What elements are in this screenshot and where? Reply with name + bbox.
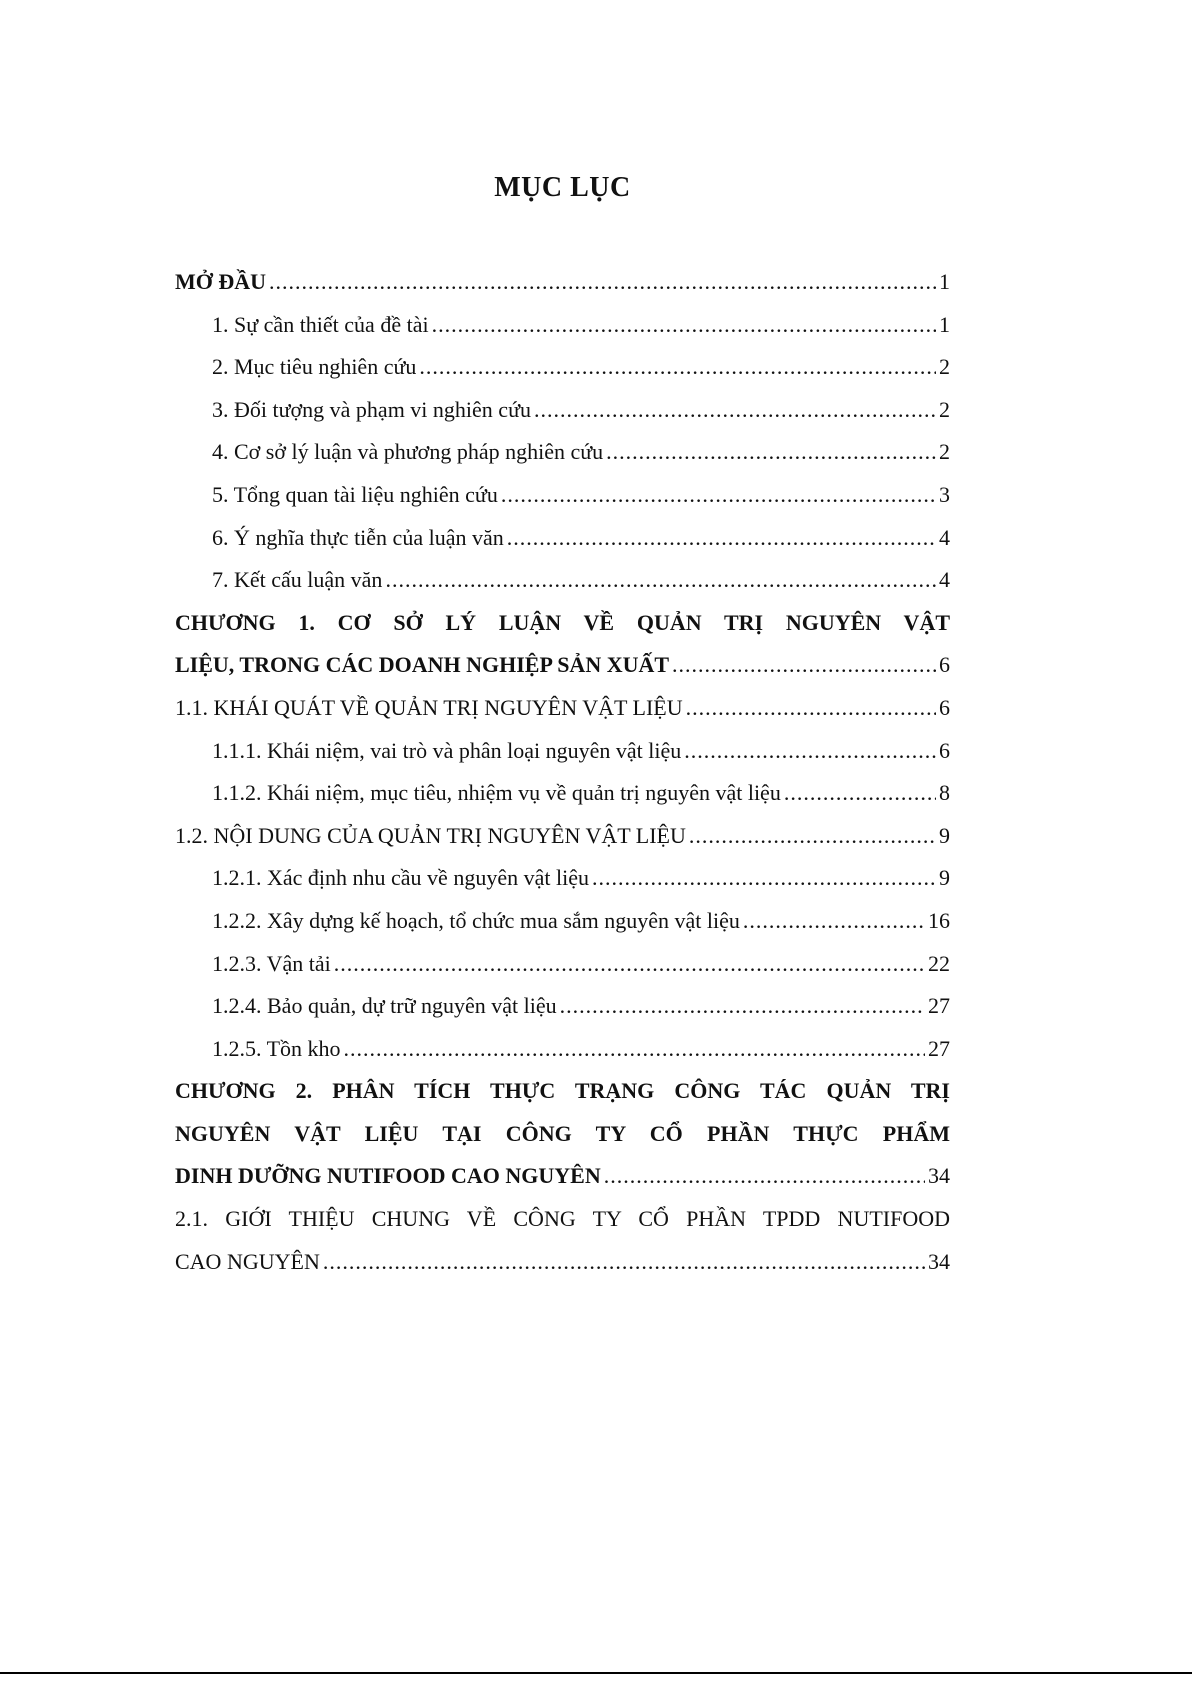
toc-entry-row <box>212 431 950 474</box>
toc-page-number: 27 <box>928 993 950 1019</box>
toc-page-number: 16 <box>928 907 950 933</box>
dot-leader <box>592 857 936 900</box>
dot-leader <box>432 304 936 347</box>
toc-entry[interactable] <box>175 772 950 815</box>
toc-page-number: 6 <box>939 652 950 678</box>
dot-leader <box>606 431 936 474</box>
toc-entry-text: 1.2.1. Xác định nhu cầu về nguyên vật liệu <box>212 865 589 891</box>
dot-leader <box>689 815 936 858</box>
toc-page-number: 3 <box>939 481 950 507</box>
table-of-contents <box>175 261 950 1283</box>
toc-entry-text: DINH DƯỠNG NUTIFOOD CAO NGUYÊN <box>175 1163 601 1189</box>
toc-entry-text: 7. Kết cấu luận văn <box>212 567 383 593</box>
dot-leader <box>534 389 936 432</box>
toc-entry[interactable] <box>175 687 950 730</box>
toc-entry-text: 6. Ý nghĩa thực tiễn của luận văn <box>212 524 504 550</box>
toc-entry[interactable] <box>175 985 950 1028</box>
toc-title: MỤC LỤC <box>494 172 631 203</box>
toc-entry-row <box>212 517 950 560</box>
toc-entry-row <box>175 687 950 730</box>
toc-entry-text: 1.2.2. Xây dựng kế hoạch, tổ chức mua sắm nguyên vật liệu <box>212 907 740 933</box>
dot-leader <box>604 1155 925 1198</box>
toc-entry[interactable] <box>175 943 950 986</box>
toc-entry-row <box>212 730 950 773</box>
dot-leader <box>344 1028 925 1071</box>
toc-entry-row <box>212 985 950 1028</box>
toc-entry[interactable] <box>175 730 950 773</box>
toc-entry-text: 1.2.5. Tồn kho <box>212 1035 341 1061</box>
toc-entry[interactable] <box>175 517 950 560</box>
toc-page-number: 34 <box>928 1248 950 1274</box>
toc-entry[interactable] <box>175 857 950 900</box>
toc-entry-text: CAO NGUYÊN <box>175 1248 320 1274</box>
toc-entry[interactable] <box>175 261 950 304</box>
toc-entry[interactable] <box>175 346 950 389</box>
dot-leader <box>323 1241 925 1284</box>
toc-entry-text: 1.2.4. Bảo quản, dự trữ nguyên vật liệu <box>212 993 557 1019</box>
dot-leader <box>684 730 936 773</box>
toc-entry-text: 1.2. NỘI DUNG CỦA QUẢN TRỊ NGUYÊN VẬT LIỆU <box>175 822 686 848</box>
toc-entry-row <box>212 304 950 347</box>
toc-entry[interactable] <box>175 1070 950 1198</box>
toc-entry-text: 2. Mục tiêu nghiên cứu <box>212 354 417 380</box>
dot-leader <box>784 772 936 815</box>
toc-page-number: 1 <box>939 269 950 294</box>
toc-page-number: 9 <box>939 822 950 848</box>
toc-entry-row <box>212 900 950 943</box>
toc-page-number: 27 <box>928 1035 950 1061</box>
toc-page-number: 1 <box>939 311 950 337</box>
toc-page-number: 4 <box>939 567 950 593</box>
toc-entry[interactable] <box>175 559 950 602</box>
toc-entry-row <box>175 644 950 687</box>
toc-entry-row <box>175 1155 950 1198</box>
toc-page-number: 22 <box>928 950 950 976</box>
toc-page-number: 2 <box>939 396 950 422</box>
toc-entry[interactable] <box>175 431 950 474</box>
toc-entry-text: 1.2.3. Vận tải <box>212 950 331 976</box>
toc-entry-row <box>175 1241 950 1284</box>
dot-leader <box>743 900 925 943</box>
toc-page-number: 2 <box>939 354 950 380</box>
toc-entry[interactable] <box>175 304 950 347</box>
dot-leader <box>269 261 936 304</box>
toc-entry[interactable] <box>175 815 950 858</box>
toc-entry-line: NGUYÊN VẬT LIỆU TẠI CÔNG TY CỔ PHẦN THỰC PHẨM <box>175 1120 950 1146</box>
toc-entry-text: 1. Sự cần thiết của đề tài <box>212 311 429 337</box>
toc-entry-text: 5. Tổng quan tài liệu nghiên cứu <box>212 481 498 507</box>
toc-entry-line: CHƯƠNG 1. CƠ SỞ LÝ LUẬN VỀ QUẢN TRỊ NGUYÊN VẬT <box>175 609 950 635</box>
toc-entry[interactable] <box>175 1198 950 1283</box>
toc-entry-row <box>212 474 950 517</box>
toc-page-number: 9 <box>939 865 950 891</box>
dot-leader <box>507 517 936 560</box>
toc-entry-row <box>175 261 950 304</box>
toc-entry-line: 2.1. GIỚI THIỆU CHUNG VỀ CÔNG TY CỔ PHẦN TPDD NUTIFOOD <box>175 1206 950 1232</box>
toc-entry[interactable] <box>175 900 950 943</box>
dot-leader <box>419 346 936 389</box>
toc-entry-text: 1.1.2. Khái niệm, mục tiêu, nhiệm vụ về quản trị nguyên vật liệu <box>212 780 781 806</box>
toc-entry-row <box>212 389 950 432</box>
toc-entry[interactable] <box>175 1028 950 1071</box>
toc-entry-text: 4. Cơ sở lý luận và phương pháp nghiên cứu <box>212 439 604 465</box>
dot-leader <box>686 687 936 730</box>
dot-leader <box>560 985 925 1028</box>
toc-entry-row <box>212 559 950 602</box>
toc-entry-row <box>212 857 950 900</box>
toc-entry-text: 1.1. KHÁI QUÁT VỀ QUẢN TRỊ NGUYÊN VẬT LIỆU <box>175 694 683 720</box>
toc-entry[interactable] <box>175 474 950 517</box>
toc-entry[interactable] <box>175 602 950 687</box>
toc-page-number: 34 <box>928 1163 950 1189</box>
toc-page-number: 6 <box>939 694 950 720</box>
toc-entry[interactable] <box>175 389 950 432</box>
dot-leader <box>334 943 925 986</box>
toc-entry-row <box>212 943 950 986</box>
dot-leader <box>672 644 936 687</box>
toc-entry-text: 3. Đối tượng và phạm vi nghiên cứu <box>212 396 531 422</box>
dot-leader <box>385 559 936 602</box>
dot-leader <box>501 474 936 517</box>
page-bottom-border <box>0 1672 1192 1674</box>
toc-entry-line: CHƯƠNG 2. PHÂN TÍCH THỰC TRẠNG CÔNG TÁC QUẢN TRỊ <box>175 1078 950 1104</box>
toc-entry-text: MỞ ĐẦU <box>175 269 267 294</box>
toc-page-number: 4 <box>939 524 950 550</box>
toc-entry-text: 1.1.1. Khái niệm, vai trò và phân loại nguyên vật liệu <box>212 737 682 763</box>
toc-entry-row <box>212 346 950 389</box>
toc-page-number: 2 <box>939 439 950 465</box>
toc-entry-row <box>212 1028 950 1071</box>
toc-page-number: 8 <box>939 780 950 806</box>
toc-entry-row <box>212 772 950 815</box>
toc-page-number: 6 <box>939 737 950 763</box>
toc-entry-row <box>175 815 950 858</box>
toc-entry-text: LIỆU, TRONG CÁC DOANH NGHIỆP SẢN XUẤT <box>175 652 670 678</box>
